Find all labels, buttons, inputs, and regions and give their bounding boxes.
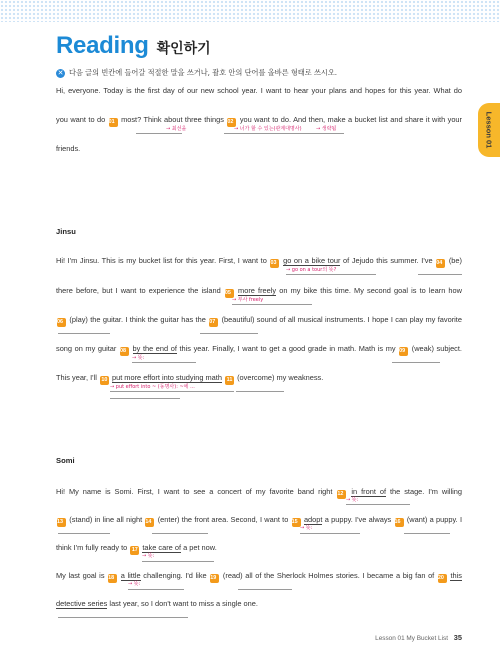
text: (be) — [448, 256, 462, 265]
somi-line-3 — [56, 543, 462, 555]
text: friends. — [56, 144, 81, 153]
handwritten-note: → 부사 freely — [232, 297, 264, 303]
answer-blank — [236, 391, 284, 392]
answer-blank — [392, 362, 440, 363]
underlined-phrase: go on a bike tour — [283, 256, 341, 265]
answer-blank — [58, 333, 110, 334]
answer-blank — [404, 533, 450, 534]
number-badge: 06 — [57, 318, 66, 327]
number-badge: 05 — [225, 289, 234, 298]
intro-line-3 — [56, 144, 462, 153]
somi-line-1 — [56, 487, 462, 499]
number-badge: 11 — [226, 377, 233, 383]
answer-blank — [238, 589, 292, 590]
answer-blank — [200, 333, 258, 334]
handwritten-note: → 뜻: — [132, 355, 145, 361]
text: (play) the guitar. I think the guitar has the — [69, 315, 206, 324]
handwritten-note: → go on a tour의 뜻? — [286, 267, 337, 273]
text: (stand) in line all night — [69, 515, 143, 524]
handwritten-note: → 너가 할 수 있는(관계대명사) — [234, 126, 302, 132]
answer-blank — [58, 533, 110, 534]
somi-heading: Somi — [56, 456, 75, 465]
text: (overcome) my weakness. — [237, 373, 324, 382]
text: this year. Finally, I want to get a good grade in math. Math is my — [179, 344, 396, 353]
number-badge: 12 — [337, 490, 346, 499]
top-dot-pattern — [0, 0, 500, 22]
number-badge: 14 — [145, 518, 154, 527]
jinsu-line-3 — [56, 315, 462, 327]
jinsu-line-1 — [56, 256, 462, 268]
number-badge: 07 — [209, 318, 218, 327]
number-badge: 19 — [210, 574, 219, 583]
number-badge: 20 — [438, 574, 447, 583]
instruction — [56, 68, 337, 78]
number-badge: 01 — [109, 118, 118, 127]
answer-blank — [142, 561, 214, 562]
answer-blank — [128, 589, 184, 590]
answer-blank — [110, 391, 234, 392]
handwritten-note: → 뜻: — [142, 553, 155, 559]
title-sub: 확인하기 — [156, 41, 211, 57]
answer-blank — [136, 133, 182, 134]
handwritten-note: → 뜻: — [128, 581, 141, 587]
number-badge: 10 — [101, 377, 108, 383]
text: a puppy. I've always — [324, 515, 392, 524]
instruction-text: 다음 글의 빈칸에 들어갈 적절한 말을 쓰거나, 괄호 안의 단어를 올바른 형태로 쓰시오. — [69, 68, 338, 77]
jinsu-line-4 — [56, 344, 462, 356]
text: the stage. I'm willing — [389, 487, 463, 496]
footer-text: Lesson 01 My Bucket List — [375, 635, 448, 642]
text: last year, so I don't want to miss a single one. — [109, 599, 258, 608]
text: you want to do. And then, make a bucket list and share it with your — [239, 115, 462, 124]
somi-line-4 — [56, 571, 462, 583]
text: (weak) subject. — [411, 344, 462, 353]
underlined-phrase: in front of — [351, 487, 387, 496]
handwritten-note: → put effort into ~ (동명사): ~에 ... — [110, 384, 195, 390]
text: most? Think about three things — [121, 115, 224, 124]
answer-blank — [346, 504, 410, 505]
handwritten-note: → 뜻: — [300, 525, 313, 531]
answer-blank — [224, 133, 344, 134]
underlined-phrase: detective series — [56, 599, 108, 608]
underlined-phrase: by the end of — [132, 344, 177, 353]
underlined-phrase: put more effort into studying math — [111, 373, 222, 382]
page-footer — [375, 633, 462, 642]
text: there before, but I want to experience the island — [56, 286, 221, 295]
answer-blank — [286, 274, 376, 275]
text: song on my guitar — [56, 344, 117, 353]
answer-blank — [110, 398, 180, 399]
text: think I'm fully ready to — [56, 543, 128, 552]
number-badge: 03 — [270, 259, 279, 268]
text: This year, I'll — [56, 373, 97, 382]
lesson-side-tab — [478, 103, 500, 157]
underlined-phrase: take care of — [142, 543, 181, 552]
answer-blank — [152, 533, 208, 534]
handwritten-note: → 뜻: — [346, 497, 359, 503]
title-main: Reading — [56, 32, 149, 59]
number-badge: 15 — [292, 518, 301, 527]
text: you want to do — [56, 115, 106, 124]
underlined-phrase: adopt — [303, 515, 323, 524]
somi-line-2 — [56, 515, 462, 527]
number-badge: 13 — [57, 518, 66, 527]
answer-blank — [132, 362, 196, 363]
text: Hi! My name is Somi. First, I want to see a concert of my favorite band right — [56, 487, 333, 496]
text: (read) all of the Sherlock Holmes stories. I became a big fan of — [222, 571, 435, 580]
text: (want) a puppy. I — [406, 515, 463, 524]
number-badge: 16 — [395, 518, 404, 527]
text: on my bike this time. My second goal is to learn how — [279, 286, 462, 295]
handwritten-note: → 최선을 — [166, 126, 187, 132]
text: of Jejudo this summer. I've — [343, 256, 433, 265]
answer-blank — [58, 617, 188, 618]
page-title — [56, 32, 211, 60]
x-circle-icon: ✕ — [57, 68, 64, 77]
number-badge: 17 — [131, 547, 138, 553]
handwritten-note: → 생략됨 — [316, 126, 337, 132]
intro-line-1 — [56, 86, 462, 95]
page-number: 35 — [453, 633, 462, 642]
number-badge: 08 — [120, 347, 129, 356]
answer-blank — [232, 304, 312, 305]
underlined-phrase: this — [450, 571, 462, 580]
text: (enter) the front area. Second, I want to — [157, 515, 289, 524]
text: challenging. I'd like — [143, 571, 207, 580]
underlined-phrase: more freely — [238, 286, 277, 295]
text: Hi, everyone. Today is the first day of our new school year. I want to hear your plans and hopes for this year. What do — [56, 86, 462, 95]
underlined-phrase: a little — [120, 571, 141, 580]
text: (beautiful) sound of all musical instruments. I hope I can play my favorite — [221, 315, 462, 324]
jinsu-heading: Jinsu — [56, 227, 76, 236]
text: My last goal is — [56, 571, 105, 580]
side-tab-label: Lesson 01 — [484, 111, 494, 149]
answer-blank — [300, 533, 360, 534]
number-badge: 09 — [399, 347, 408, 356]
number-badge: 18 — [108, 574, 117, 583]
number-badge: 02 — [227, 118, 236, 127]
answer-blank — [418, 274, 462, 275]
number-badge: 04 — [436, 259, 445, 268]
text: a pet now. — [183, 543, 217, 552]
somi-line-5 — [56, 599, 462, 608]
text: Hi! I'm Jinsu. This is my bucket list for this year. First, I want to — [56, 256, 267, 265]
